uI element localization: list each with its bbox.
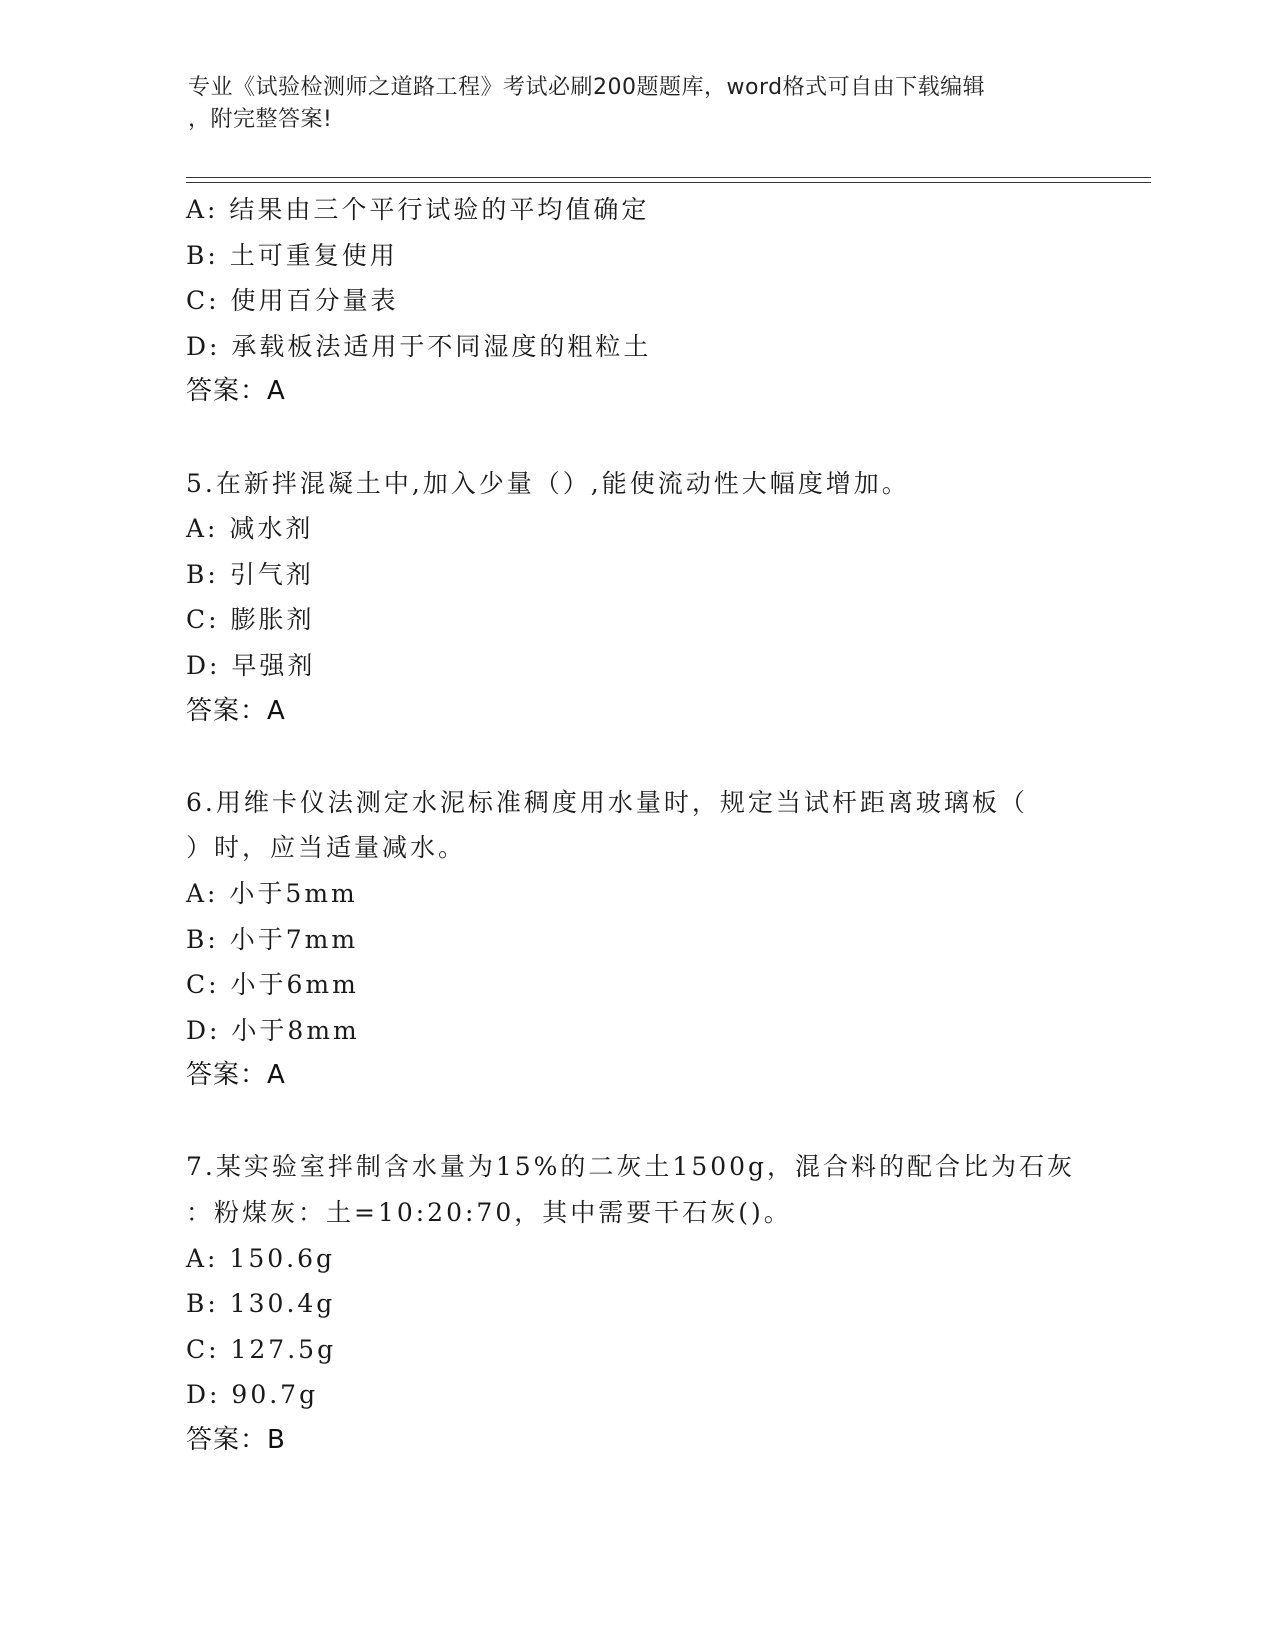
header-divider-top xyxy=(186,177,1151,178)
option-c: C: 使用百分量表 xyxy=(186,286,399,316)
header-divider-bottom xyxy=(186,182,1151,183)
question-5 xyxy=(186,461,1126,735)
question-6 xyxy=(186,780,1126,1099)
answer: 答案：A xyxy=(186,376,286,407)
option-c: C: 小于6mm xyxy=(186,970,359,1000)
option-c: C: 127.5g xyxy=(186,1334,337,1364)
option-d: D: 承载板法适用于不同湿度的粗粒土 xyxy=(186,331,652,361)
header-line-1: 专业《试验检测师之道路工程》考试必刷200题题库，word格式可自由下载编辑 xyxy=(188,75,986,100)
question-text: 7.某实验室拌制含水量为15%的二灰土1500g，混合料的配合比为石灰 xyxy=(186,1152,1076,1182)
option-b: B: 130.4g xyxy=(186,1289,336,1319)
answer: 答案：A xyxy=(186,695,286,726)
option-a: A: 小于5mm xyxy=(186,878,358,908)
question-text-cont: ）时，应当适量减水。 xyxy=(186,833,467,863)
option-d: D: 早强剂 xyxy=(186,650,316,680)
spacer xyxy=(186,734,1126,780)
document-header xyxy=(188,72,1068,136)
question-text: 6.用维卡仪法测定水泥标准稠度用水量时，规定当试杆距离玻璃板（ xyxy=(186,787,1028,817)
option-c: C: 膨胀剂 xyxy=(186,605,315,635)
question-list xyxy=(186,187,1126,1464)
option-a: A: 减水剂 xyxy=(186,514,314,544)
question-4 xyxy=(186,187,1126,415)
answer: 答案：A xyxy=(186,1060,286,1091)
option-b: B: 土可重复使用 xyxy=(186,240,398,270)
spacer xyxy=(186,1099,1126,1145)
question-7 xyxy=(186,1144,1126,1463)
question-text-cont: ：粉煤灰：土=10:20:70，其中需要干石灰()。 xyxy=(186,1198,792,1228)
option-a: A: 结果由三个平行试验的平均值确定 xyxy=(186,195,650,224)
option-b: B: 小于7mm xyxy=(186,924,359,954)
option-b: B: 引气剂 xyxy=(186,559,314,589)
question-text: 5.在新拌混凝土中,加入少量（）,能使流动性大幅度增加。 xyxy=(186,468,910,498)
spacer xyxy=(186,415,1126,461)
option-a: A: 150.6g xyxy=(186,1243,335,1273)
answer: 答案：B xyxy=(186,1425,286,1456)
option-d: D: 90.7g xyxy=(186,1380,319,1410)
option-d: D: 小于8mm xyxy=(186,1015,360,1045)
header-line-2: ，附完整答案! xyxy=(188,107,333,132)
